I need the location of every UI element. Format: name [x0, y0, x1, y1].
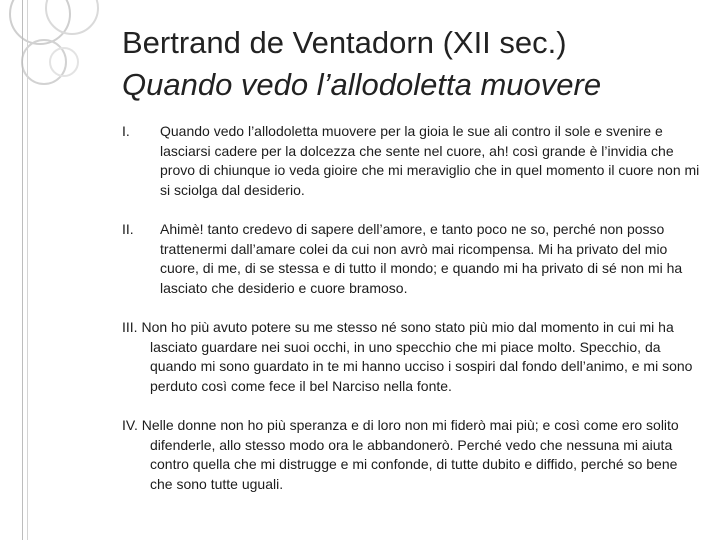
stanza-number: IV.: [122, 417, 138, 433]
stanza-list: [122, 122, 702, 494]
stanza-number: I.: [122, 123, 130, 139]
stanza-text: Ahimè! tanto credevo di sapere dell’amore, e tanto poco ne so, perché non posso trattenermi dall’amare colei da cui non avrò mai ricompensa. Mi ha privato del mio cuore, di me, di se stessa e di tutto il mondo; e quando mi ha privato di sé non mi ha lasciato che desiderio e cuore bramoso.: [160, 221, 683, 296]
stanza: [122, 416, 702, 494]
decorative-rings: [0, 0, 120, 110]
stanza-text: Non ho più avuto potere su me stesso né sono stato più mio dal momento in cui mi ha lasciato guardare nei suoi occhi, in uno specchio che mi piace molto. Specchio, da quando mi sono guardato in te mi hanno ucciso i sospiri dal fondo dell’animo, e mi sono perduto così come fece il bel Narciso nella fonte.: [141, 319, 693, 394]
left-rule: [22, 0, 23, 540]
title-block: [122, 22, 702, 106]
stanza-number: III.: [122, 319, 138, 335]
stanza: [122, 318, 702, 396]
stanza: [122, 122, 702, 200]
slide-title: Bertrand de Ventadorn (XII sec.): [122, 25, 567, 60]
slide-subtitle: Quando vedo l’allodoletta muovere: [122, 67, 602, 102]
stanza-number: II.: [122, 221, 134, 237]
stanza-text: Nelle donne non ho più speranza e di loro non mi fiderò mai più; e così come ero solito difenderle, allo stesso modo ora le abbandonerò. Perché vedo che nessuna mi aiuta contro quella che mi distrugge e mi confonde, di tutte dubito e diffido, perché so bene che sono tutte uguali.: [141, 417, 679, 492]
stanza: [122, 220, 702, 298]
left-rule-secondary: [27, 0, 28, 540]
stanza-text: Quando vedo l’allodoletta muovere per la gioia le sue ali contro il sole e svenire e lasciarsi cadere per la dolcezza che sente nel cuore, ah! così grande è l’invidia che provo di chiunque io veda gioire che mi meraviglio che in quel momento il cuore non mi si sciolga dal desiderio.: [160, 123, 700, 198]
